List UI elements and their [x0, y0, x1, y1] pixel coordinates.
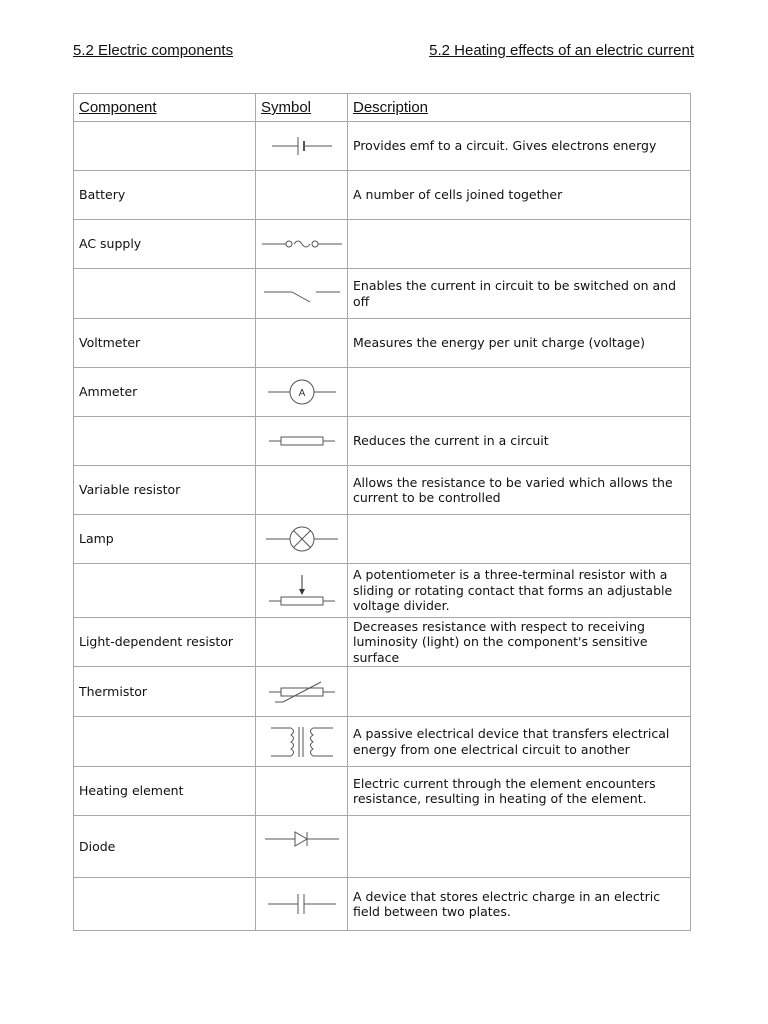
ammeter-letter: A [298, 388, 305, 399]
component-name [74, 417, 256, 466]
table-row [74, 466, 691, 515]
column-header-description: Description [348, 94, 691, 122]
symbol-cell [256, 122, 348, 171]
component-name [74, 269, 256, 319]
component-description: Decreases resistance with respect to receiving luminosity (light) on the component's sensitive surface [348, 618, 691, 667]
symbol-cell [256, 220, 348, 269]
component-name: Light-dependent resistor [74, 618, 256, 667]
resistor-icon [267, 433, 337, 449]
component-name: Voltmeter [74, 319, 256, 368]
table-row [74, 122, 691, 171]
symbol-cell [256, 319, 348, 368]
ac-supply-icon [262, 234, 342, 254]
table-header-row [74, 94, 691, 122]
component-description: Measures the energy per unit charge (voltage) [348, 319, 691, 368]
component-description: Reduces the current in a circuit [348, 417, 691, 466]
diode-icon [263, 817, 341, 877]
column-header-component: Component [74, 94, 256, 122]
symbol-cell [256, 667, 348, 717]
component-name: Heating element [74, 767, 256, 816]
switch-icon [262, 282, 342, 306]
transformer-icon [269, 724, 335, 760]
symbol-cell [256, 171, 348, 220]
cell-icon [270, 133, 334, 159]
table-row [74, 319, 691, 368]
table-row [74, 564, 691, 618]
table-row [74, 767, 691, 816]
table-row [74, 269, 691, 319]
ammeter-icon [262, 378, 342, 406]
table-row [74, 717, 691, 767]
component-description: Allows the resistance to be varied which allows the current to be controlled [348, 466, 691, 515]
component-name: Variable resistor [74, 466, 256, 515]
component-description: A potentiometer is a three-terminal resistor with a sliding or rotating contact that forms an adjustable voltage divider. [348, 564, 691, 618]
component-description [348, 220, 691, 269]
page-title-left: 5.2 Electric components [73, 42, 234, 59]
component-name: Thermistor [74, 667, 256, 717]
component-name: AC supply [74, 220, 256, 269]
component-description [348, 667, 691, 717]
component-description [348, 368, 691, 417]
table-row [74, 618, 691, 667]
component-name [74, 564, 256, 618]
potentiometer-icon [267, 573, 337, 609]
thermistor-icon [267, 678, 337, 706]
component-name: Diode [74, 816, 256, 878]
symbol-cell [256, 878, 348, 931]
capacitor-icon [266, 891, 338, 917]
table-row [74, 368, 691, 417]
lamp-icon [264, 525, 340, 553]
symbol-cell [256, 618, 348, 667]
component-name [74, 717, 256, 767]
component-description: Enables the current in circuit to be switched on and off [348, 269, 691, 319]
table-row [74, 171, 691, 220]
component-description: A device that stores electric charge in an electric field between two plates. [348, 878, 691, 931]
component-description: A number of cells joined together [348, 171, 691, 220]
column-header-symbol: Symbol [256, 94, 348, 122]
symbol-cell [256, 717, 348, 767]
component-name [74, 122, 256, 171]
symbol-cell [256, 417, 348, 466]
symbol-cell [256, 816, 348, 878]
symbol-cell [256, 564, 348, 618]
component-name: Ammeter [74, 368, 256, 417]
symbol-cell [256, 767, 348, 816]
symbol-cell [256, 368, 348, 417]
table-row [74, 816, 691, 878]
component-description: Electric current through the element encounters resistance, resulting in heating of the element. [348, 767, 691, 816]
table-row [74, 667, 691, 717]
table-row [74, 220, 691, 269]
table-row [74, 417, 691, 466]
component-description [348, 515, 691, 564]
page-title-right: 5.2 Heating effects of an electric current [429, 42, 694, 59]
symbol-cell [256, 269, 348, 319]
component-name: Battery [74, 171, 256, 220]
component-name: Lamp [74, 515, 256, 564]
component-description: Provides emf to a circuit. Gives electrons energy [348, 122, 691, 171]
table-row [74, 515, 691, 564]
components-table [73, 93, 691, 931]
component-description [348, 816, 691, 878]
symbol-cell [256, 515, 348, 564]
component-name [74, 878, 256, 931]
symbol-cell [256, 466, 348, 515]
table-row [74, 878, 691, 931]
component-description: A passive electrical device that transfers electrical energy from one electrical circuit to another [348, 717, 691, 767]
